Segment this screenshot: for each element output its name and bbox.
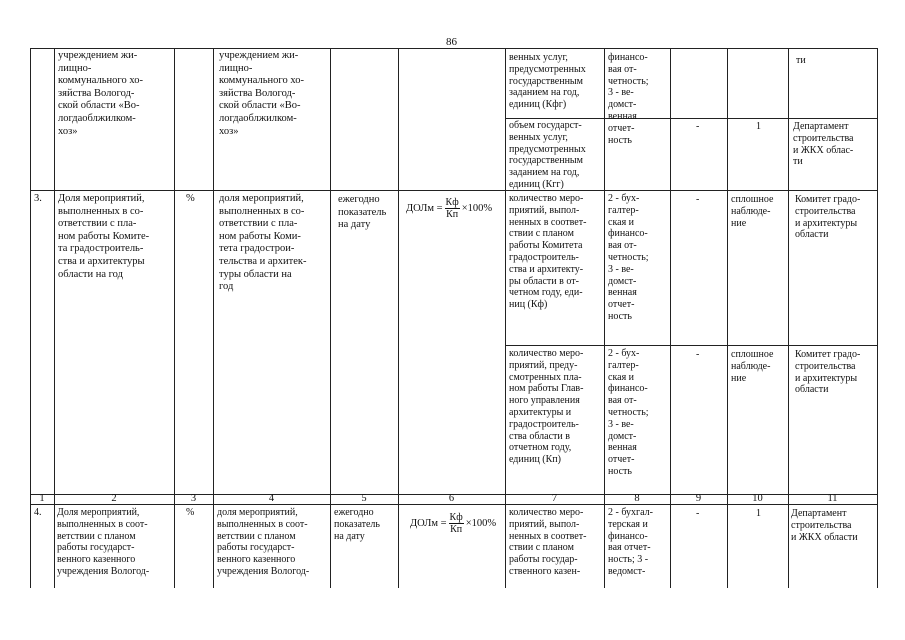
row4-number: 4. [34, 507, 42, 518]
col-number-11: 11 [827, 493, 838, 504]
row4-col10: 1 [756, 508, 761, 519]
row3-formula [406, 197, 492, 220]
top-cell-col10-b: 1 [756, 121, 761, 132]
row3-s2-method: сплошное наблюде- ние [731, 349, 774, 384]
row3-s2-source: количество меро- приятий, преду- смотренных пла- ном работы Глав- ного управления архитектуры и градостроитель- ства области в отчетном году, единиц (Кп) [509, 348, 584, 466]
row3-indicator-name: Доля мероприятий, выполненных в со- ответствии с пла- ном работы Комите- та градостроитель- ства и архитектуры области на год [58, 193, 150, 280]
top-cell-responsible-b: Департамент строительства и ЖКХ облас- ти [793, 121, 854, 168]
row4-responsible: Департамент строительства и ЖКХ области [791, 508, 858, 543]
top-cell-name: учреждением жи- лищно- коммунального хо- зяйства Вологод- ской области «Во- логдаоблжилком- хоз» [58, 50, 143, 137]
top-cell-definition: учреждением жи- лищно- коммунального хо- зяйства Вологод- ской области «Во- логдаоблжилком- хоз» [219, 50, 304, 137]
row4-unit: % [186, 507, 195, 518]
row3-formula-lhs: ДОЛм = [406, 203, 443, 214]
row4-formula-numerator: Кф [449, 512, 463, 523]
page-number: 86 [446, 36, 457, 48]
row3-s1-method: сплошное наблюде- ние [731, 194, 774, 229]
top-cell-source-b: объем государст- венных услуг, предусмотренных государственным заданием на год, единиц (Кгг) [509, 120, 586, 190]
row4-definition: доля мероприятий, выполненных в соот- ветствии с планом работы государст- венного казенного учреждения Вологод- [217, 507, 310, 577]
col-number-5: 5 [361, 493, 367, 504]
col-number-2: 2 [111, 493, 117, 504]
row4-source: количество меро- приятий, выпол- ненных в соответ- ствии с планом работы государ- ственного казен- [509, 507, 587, 577]
top-cell-source-a: венных услуг, предусмотренных государственным заданием на год, единиц (Кфг) [509, 52, 586, 111]
row3-definition: доля мероприятий, выполненных в со- ответствии с пла- ном работы Коми- тета градострои- тельства и архитек- туры области на год [219, 193, 307, 293]
row3-s2-reporting: 2 - бух- галтер- ская и финансо- вая от- четность; 3 - ве- домст- венная отчет- ность [608, 348, 649, 477]
row3-formula-denominator: Кп [446, 209, 459, 220]
row3-number: 3. [34, 193, 42, 204]
col-number-4: 4 [268, 493, 275, 504]
row4-indicator-name: Доля мероприятий, выполненных в соот- ветствии с планом работы государст- венного казенного учреждения Вологод- [57, 507, 150, 577]
row3-s2-responsible: Комитет градо- строительства и архитектуры области [795, 349, 861, 396]
row4-formula-denominator: Кп [450, 524, 463, 535]
row3-period: ежегодно показатель на дату [338, 194, 387, 231]
row4-period: ежегодно показатель на дату [334, 507, 380, 542]
row4-formula-lhs: ДОЛм = [410, 518, 447, 529]
col-number-9: 9 [695, 493, 702, 504]
row3-s1-reporting: 2 - бух- галтер- ская и финансо- вая от- четность; 3 - ве- домст- венная отчет- ность [608, 193, 649, 322]
row3-unit: % [186, 193, 195, 204]
row3-formula-tail: ×100% [461, 203, 493, 214]
col-number-1: 1 [39, 493, 45, 504]
row4-reporting: 2 - бухгал- терская и финансо- вая отчет- ность; 3 - ведомст- [608, 507, 653, 577]
row3-s1-responsible: Комитет градо- строительства и архитектуры области [795, 194, 861, 241]
col-number-6: 6 [448, 493, 455, 504]
col-number-8: 8 [634, 493, 640, 504]
row4-formula-tail: ×100% [465, 518, 497, 529]
col-number-10: 10 [752, 493, 763, 504]
row4-col9: - [696, 508, 700, 519]
row3-formula-numerator: Кф [445, 197, 459, 208]
col-number-7: 7 [551, 493, 558, 504]
row4-formula [410, 512, 496, 535]
row3-s1-col9: - [696, 194, 700, 205]
row3-s1-source: количество меро- приятий, выпол- ненных в соответ- ствии с планом работы Комитета градостроитель- ства и архитекту- ры области в от- четном году, еди- ниц (Кф) [509, 193, 587, 311]
top-cell-reporting: финансо- вая от- четность; 3 - ве- домст- венная отчет- ность [608, 52, 649, 146]
top-cell-col9-b: - [696, 121, 700, 132]
col-number-3: 3 [190, 493, 197, 504]
row3-s2-col9: - [696, 349, 700, 360]
top-cell-responsible-a: ти [796, 55, 806, 66]
